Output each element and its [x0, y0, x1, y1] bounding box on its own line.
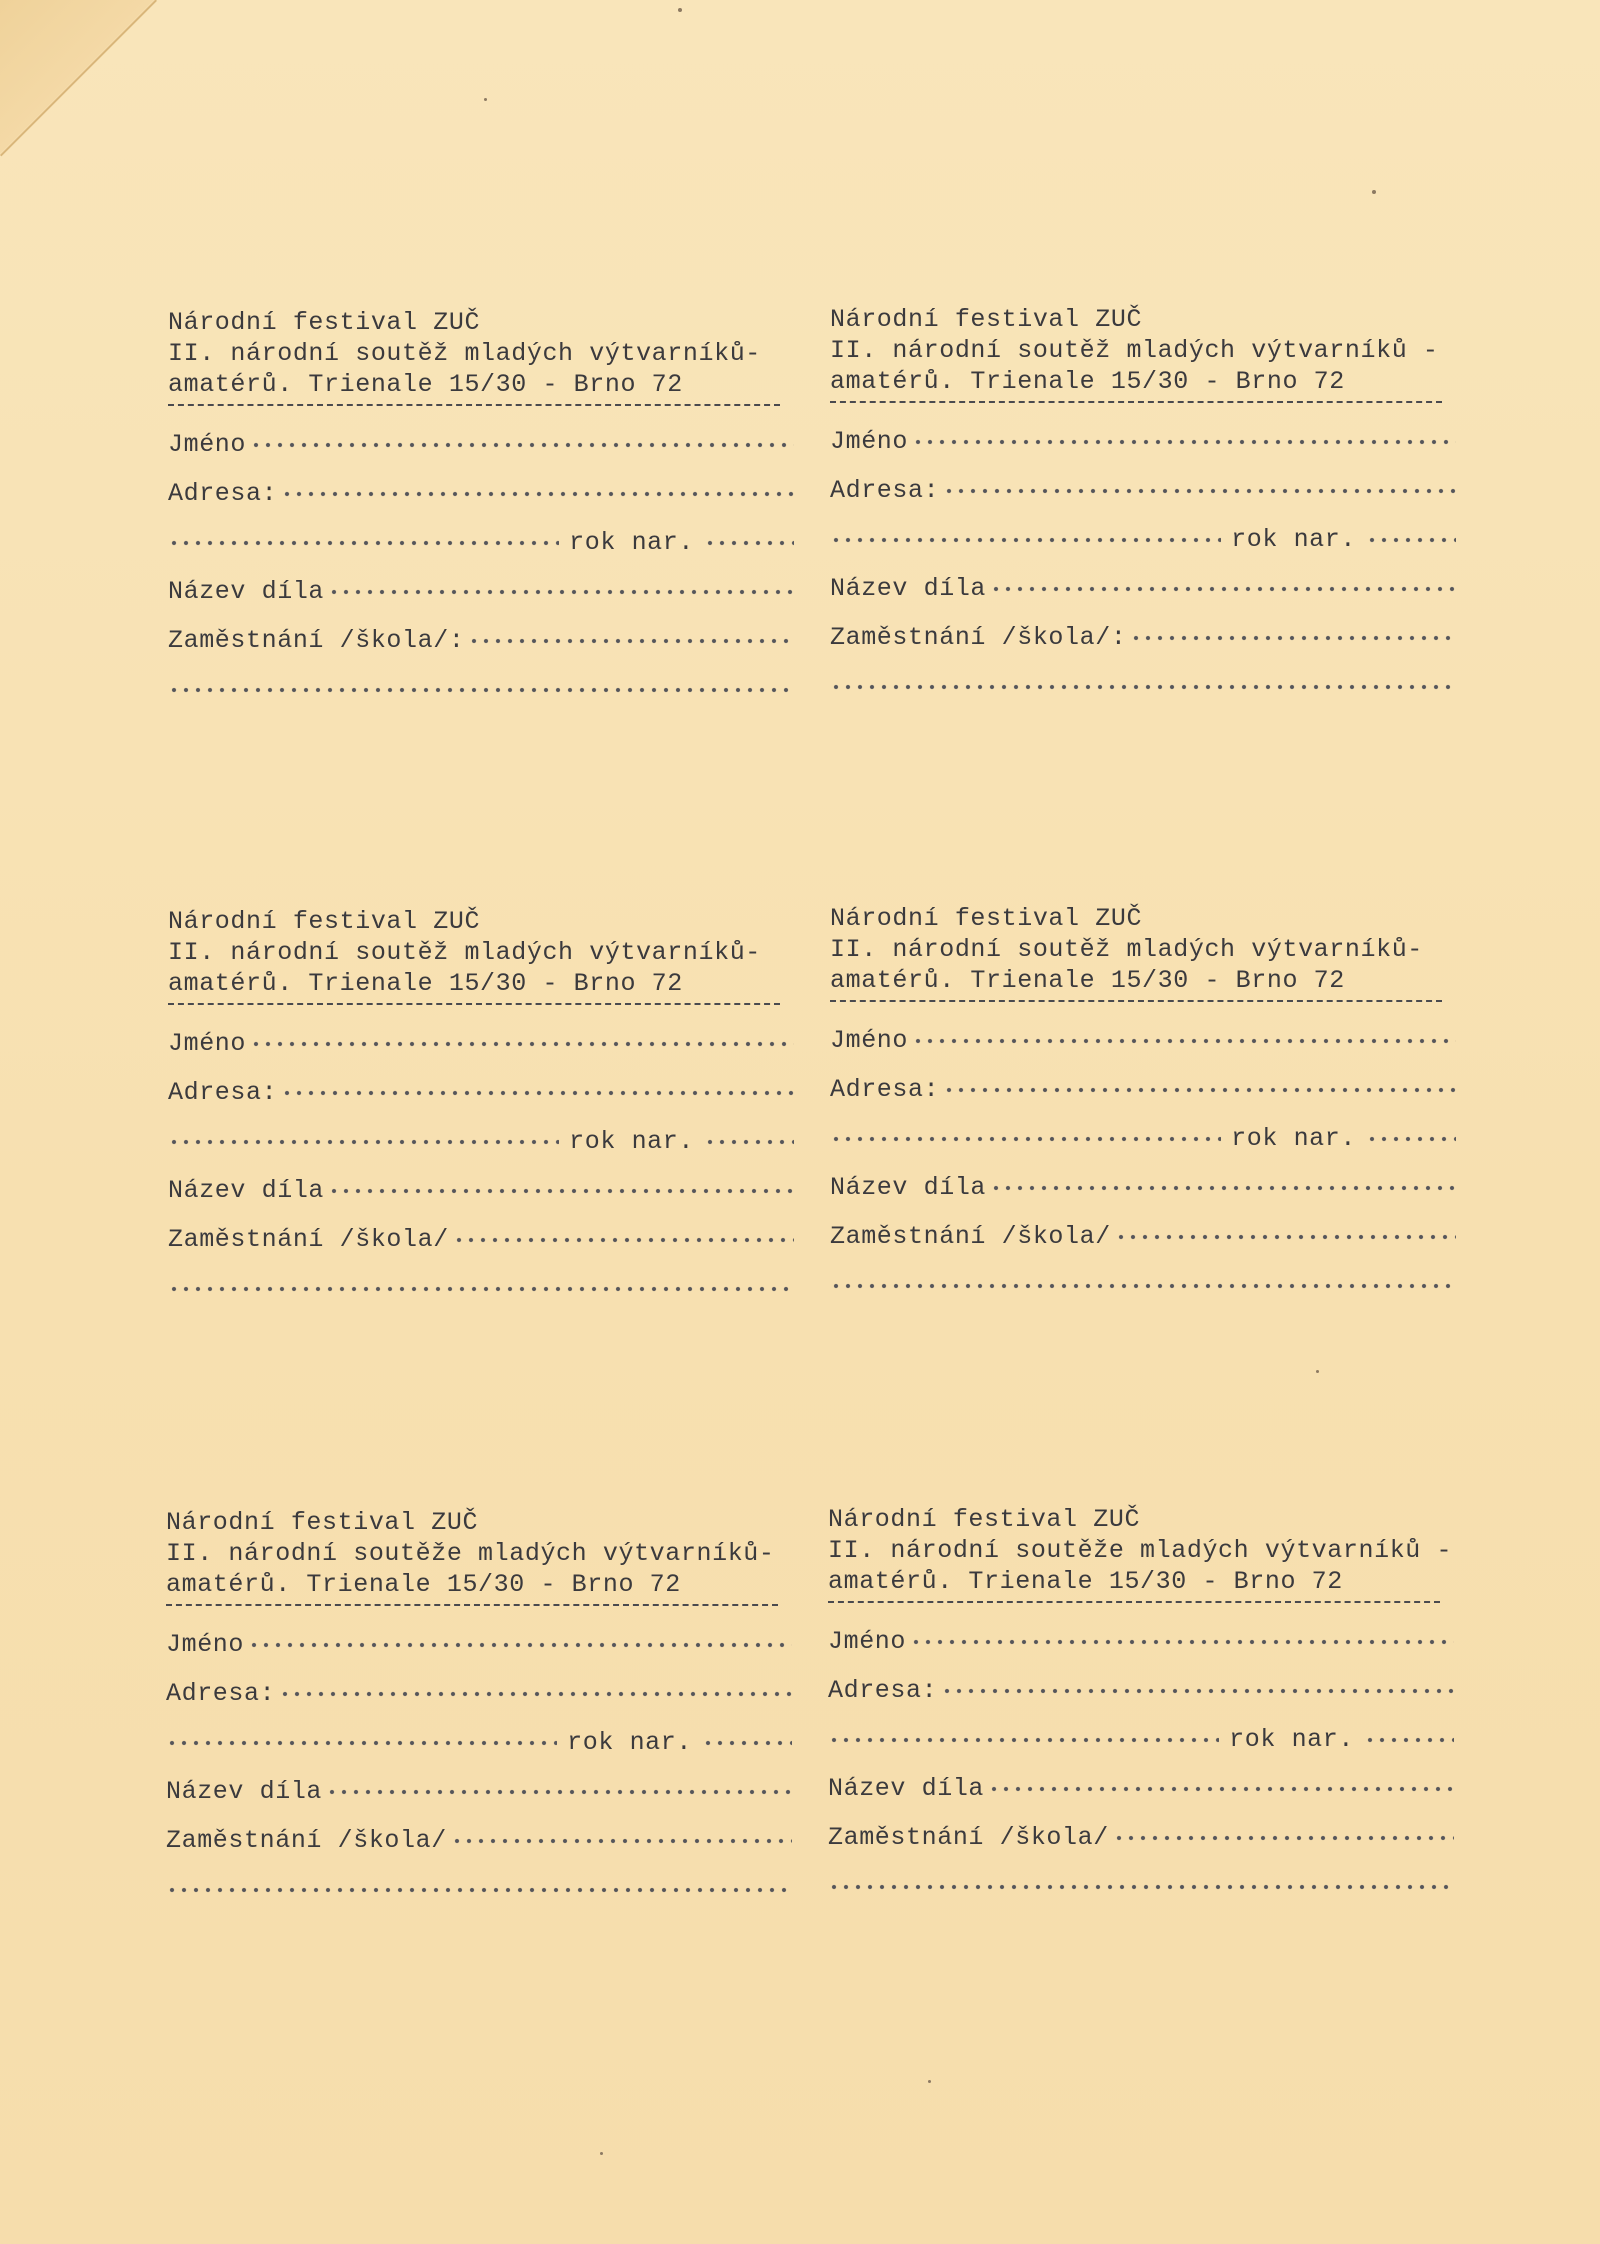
form-title: Národní festival ZUČ [166, 1508, 479, 1537]
work-title-label: Název díla [166, 1777, 323, 1806]
form-subtitle: II. národní soutěž mladých výtvarníků- [830, 935, 1423, 964]
address-year-field[interactable] [166, 1718, 796, 1767]
address-year-field[interactable] [828, 1715, 1458, 1764]
form-subtitle-2: amatérů. Trienale 15/30 - Brno 72 [168, 370, 683, 399]
occupation-field[interactable] [830, 1212, 1460, 1261]
address-label: Adresa: [168, 1078, 278, 1107]
form-subtitle-2: amatérů. Trienale 15/30 - Brno 72 [828, 1567, 1343, 1596]
occupation-label: Zaměstnání /škola/ [166, 1826, 447, 1855]
address-dotted-line[interactable] [943, 1086, 1456, 1094]
name-dotted-line[interactable] [250, 441, 794, 449]
occupation-dotted-line[interactable] [453, 1236, 794, 1244]
occupation-dotted-line[interactable] [1113, 1834, 1454, 1842]
birth-year-dotted-line[interactable] [1366, 1135, 1456, 1143]
occupation-dotted-line[interactable] [468, 637, 794, 645]
form-subtitle-2: amatérů. Trienale 15/30 - Brno 72 [168, 969, 683, 998]
address-dotted-line[interactable] [281, 1089, 794, 1097]
name-label: Jméno [830, 1026, 909, 1055]
address-label: Adresa: [166, 1679, 276, 1708]
entry-form-6 [828, 1504, 1458, 1911]
work-title-dotted-line[interactable] [328, 588, 794, 596]
form-title: Národní festival ZUČ [168, 907, 481, 936]
work-title-field[interactable] [830, 1163, 1460, 1212]
dashed-separator [168, 1003, 780, 1005]
form-title: Národní festival ZUČ [168, 308, 481, 337]
form-subtitle: II. národní soutěž mladých výtvarníků- [168, 339, 761, 368]
work-title-dotted-line[interactable] [328, 1187, 794, 1195]
form-subtitle: II. národní soutěže mladých výtvarníků- [166, 1539, 775, 1568]
occupation-field[interactable] [830, 613, 1460, 662]
name-dotted-line[interactable] [912, 438, 1456, 446]
occupation-continuation-dotted-line[interactable] [830, 1282, 1456, 1290]
occupation-continuation-field[interactable] [830, 662, 1460, 711]
dashed-separator [830, 1000, 1442, 1002]
work-title-label: Název díla [830, 1173, 987, 1202]
address-continuation-dotted-line[interactable] [830, 536, 1221, 544]
occupation-label: Zaměstnání /škola/: [168, 626, 465, 655]
occupation-field[interactable] [168, 1215, 798, 1264]
birth-year-label: rok nar. [1229, 1725, 1354, 1754]
address-continuation-dotted-line[interactable] [828, 1736, 1219, 1744]
address-field[interactable] [168, 1068, 798, 1117]
form-title: Národní festival ZUČ [830, 305, 1143, 334]
folded-corner [0, 0, 170, 170]
entry-form-3 [168, 906, 798, 1313]
address-dotted-line[interactable] [281, 490, 794, 498]
occupation-field[interactable] [168, 616, 798, 665]
form-subtitle-2: amatérů. Trienale 15/30 - Brno 72 [830, 966, 1345, 995]
address-year-field[interactable] [830, 515, 1460, 564]
address-year-field[interactable] [168, 1117, 798, 1166]
birth-year-dotted-line[interactable] [702, 1739, 792, 1747]
name-label: Jméno [168, 1029, 247, 1058]
occupation-continuation-dotted-line[interactable] [828, 1883, 1454, 1891]
work-title-dotted-line[interactable] [326, 1788, 792, 1796]
work-title-dotted-line[interactable] [990, 1184, 1456, 1192]
address-year-field[interactable] [830, 1114, 1460, 1163]
work-title-field[interactable] [166, 1767, 796, 1816]
form-title: Národní festival ZUČ [828, 1505, 1141, 1534]
address-field[interactable] [830, 466, 1460, 515]
occupation-continuation-dotted-line[interactable] [168, 1285, 794, 1293]
dashed-separator [830, 401, 1442, 403]
dashed-separator [168, 404, 780, 406]
paper-speck [484, 98, 487, 101]
birth-year-label: rok nar. [569, 1127, 694, 1156]
name-field[interactable] [168, 420, 798, 469]
occupation-field[interactable] [166, 1816, 796, 1865]
birth-year-label: rok nar. [1231, 525, 1356, 554]
address-continuation-dotted-line[interactable] [168, 1138, 559, 1146]
occupation-dotted-line[interactable] [451, 1837, 792, 1845]
form-subtitle: II. národní soutěž mladých výtvarníků- [168, 938, 761, 967]
entry-form-2 [830, 304, 1460, 711]
work-title-field[interactable] [828, 1764, 1458, 1813]
address-continuation-dotted-line[interactable] [166, 1739, 557, 1747]
occupation-field[interactable] [828, 1813, 1458, 1862]
occupation-dotted-line[interactable] [1115, 1233, 1456, 1241]
name-dotted-line[interactable] [912, 1037, 1456, 1045]
paper-speck [600, 2152, 603, 2155]
occupation-continuation-dotted-line[interactable] [830, 683, 1456, 691]
name-dotted-line[interactable] [250, 1040, 794, 1048]
name-label: Jméno [830, 427, 909, 456]
work-title-field[interactable] [830, 564, 1460, 613]
work-title-label: Název díla [168, 1176, 325, 1205]
form-subtitle: II. národní soutěže mladých výtvarníků - [828, 1536, 1453, 1565]
address-field[interactable] [166, 1669, 796, 1718]
form-title: Národní festival ZUČ [830, 904, 1143, 933]
entry-form-5 [166, 1507, 796, 1914]
dashed-separator [166, 1604, 778, 1606]
work-title-dotted-line[interactable] [988, 1785, 1454, 1793]
address-continuation-dotted-line[interactable] [830, 1135, 1221, 1143]
address-label: Adresa: [830, 476, 940, 505]
name-field[interactable] [828, 1617, 1458, 1666]
entry-form-1 [168, 307, 798, 714]
paper-speck [928, 2080, 931, 2083]
work-title-label: Název díla [168, 577, 325, 606]
name-field[interactable] [166, 1620, 796, 1669]
address-label: Adresa: [168, 479, 278, 508]
occupation-label: Zaměstnání /škola/ [168, 1225, 449, 1254]
work-title-label: Název díla [828, 1774, 985, 1803]
occupation-label: Zaměstnání /škola/: [830, 623, 1127, 652]
address-year-field[interactable] [168, 518, 798, 567]
birth-year-dotted-line[interactable] [704, 1138, 794, 1146]
address-dotted-line[interactable] [943, 487, 1456, 495]
occupation-continuation-field[interactable] [168, 665, 798, 714]
address-field[interactable] [168, 469, 798, 518]
work-title-dotted-line[interactable] [990, 585, 1456, 593]
name-dotted-line[interactable] [910, 1638, 1454, 1646]
name-label: Jméno [168, 430, 247, 459]
address-dotted-line[interactable] [279, 1690, 792, 1698]
occupation-continuation-field[interactable] [828, 1862, 1458, 1911]
name-label: Jméno [828, 1627, 907, 1656]
birth-year-dotted-line[interactable] [704, 539, 794, 547]
work-title-field[interactable] [168, 1166, 798, 1215]
occupation-continuation-dotted-line[interactable] [168, 686, 794, 694]
occupation-continuation-dotted-line[interactable] [166, 1886, 792, 1894]
occupation-continuation-field[interactable] [166, 1865, 796, 1914]
form-subtitle-2: amatérů. Trienale 15/30 - Brno 72 [830, 367, 1345, 396]
address-field[interactable] [828, 1666, 1458, 1715]
birth-year-label: rok nar. [1231, 1124, 1356, 1153]
occupation-label: Zaměstnání /škola/ [830, 1222, 1111, 1251]
form-subtitle: II. národní soutěž mladých výtvarníků - [830, 336, 1439, 365]
name-dotted-line[interactable] [248, 1641, 792, 1649]
dashed-separator [828, 1601, 1440, 1603]
name-field[interactable] [830, 1016, 1460, 1065]
address-label: Adresa: [830, 1075, 940, 1104]
name-field[interactable] [830, 417, 1460, 466]
form-subtitle-2: amatérů. Trienale 15/30 - Brno 72 [166, 1570, 681, 1599]
address-label: Adresa: [828, 1676, 938, 1705]
name-field[interactable] [168, 1019, 798, 1068]
birth-year-dotted-line[interactable] [1366, 536, 1456, 544]
address-continuation-dotted-line[interactable] [168, 539, 559, 547]
occupation-label: Zaměstnání /škola/ [828, 1823, 1109, 1852]
work-title-field[interactable] [168, 567, 798, 616]
birth-year-label: rok nar. [567, 1728, 692, 1757]
birth-year-label: rok nar. [569, 528, 694, 557]
entry-form-4 [830, 903, 1460, 1310]
paper-speck [678, 8, 682, 12]
name-label: Jméno [166, 1630, 245, 1659]
paper-speck [1372, 190, 1376, 194]
address-field[interactable] [830, 1065, 1460, 1114]
occupation-continuation-field[interactable] [830, 1261, 1460, 1310]
birth-year-dotted-line[interactable] [1364, 1736, 1454, 1744]
paper-speck [1316, 1370, 1319, 1373]
occupation-dotted-line[interactable] [1130, 634, 1456, 642]
address-dotted-line[interactable] [941, 1687, 1454, 1695]
work-title-label: Název díla [830, 574, 987, 603]
occupation-continuation-field[interactable] [168, 1264, 798, 1313]
